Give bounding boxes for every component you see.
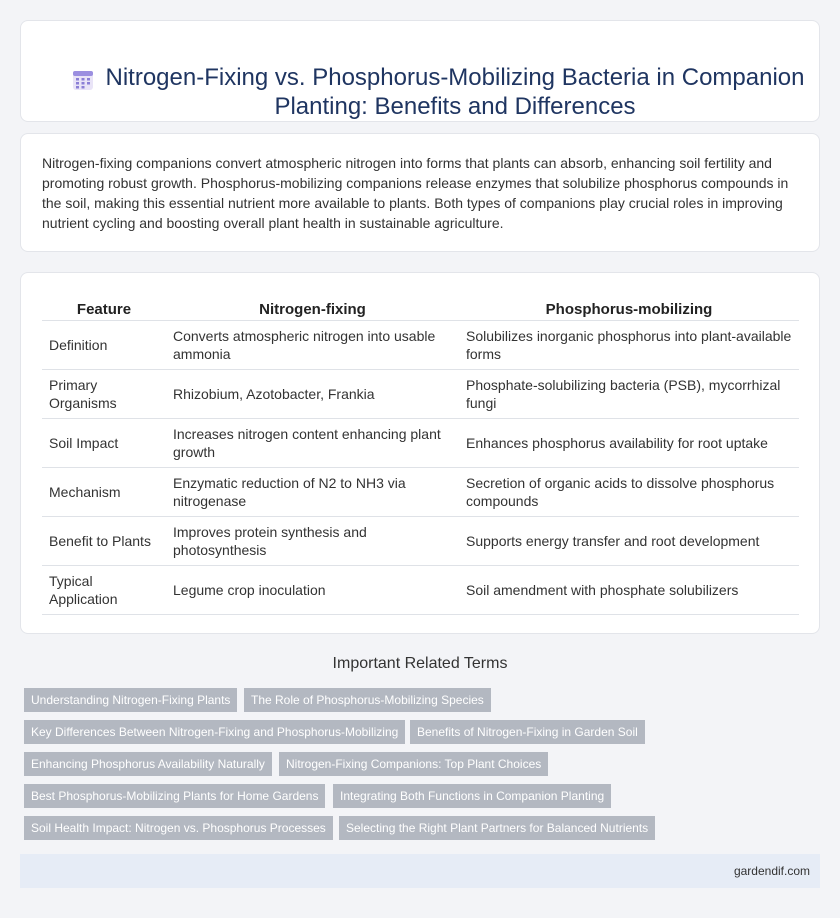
table-cell: Legume crop inoculation <box>166 565 459 614</box>
table-cell: Typical Application <box>42 565 166 614</box>
table-row <box>42 320 799 369</box>
table-header-row <box>42 294 799 320</box>
table-cell: Converts atmospheric nitrogen into usable ammonia <box>166 320 459 369</box>
related-tag[interactable]: Key Differences Between Nitrogen-Fixing and Phosphorus-Mobilizing <box>24 720 405 744</box>
page-title: Nitrogen-Fixing vs. Phosphorus-Mobilizing Bacteria in Companion Planting: Benefits and Differences <box>105 64 805 120</box>
header-phosphorus-mobilizing: Phosphorus-mobilizing <box>459 294 799 320</box>
table-cell: Solubilizes inorganic phosphorus into plant-available forms <box>459 320 799 369</box>
table-cell: Supports energy transfer and root development <box>459 516 799 565</box>
table-row <box>42 369 799 418</box>
table-cell: Primary Organisms <box>42 369 166 418</box>
table-cell: Soil amendment with phosphate solubilizers <box>459 565 799 614</box>
related-tag[interactable]: The Role of Phosphorus-Mobilizing Species <box>244 688 491 712</box>
table-cell: Mechanism <box>42 467 166 516</box>
table-row <box>42 467 799 516</box>
related-tag[interactable]: Benefits of Nitrogen-Fixing in Garden Soil <box>410 720 645 744</box>
table-row <box>42 418 799 467</box>
related-tag[interactable]: Enhancing Phosphorus Availability Naturally <box>24 752 272 776</box>
table-cell: Enhances phosphorus availability for root uptake <box>459 418 799 467</box>
table-cell: Secretion of organic acids to dissolve phosphorus compounds <box>459 467 799 516</box>
header-card <box>20 20 820 122</box>
table-cell: Increases nitrogen content enhancing plant growth <box>166 418 459 467</box>
table-cell: Benefit to Plants <box>42 516 166 565</box>
related-tag[interactable]: Best Phosphorus-Mobilizing Plants for Home Gardens <box>24 784 325 808</box>
intro-card <box>20 133 820 252</box>
comparison-table-card <box>20 272 820 634</box>
table-cell: Rhizobium, Azotobacter, Frankia <box>166 369 459 418</box>
related-terms-title: Important Related Terms <box>332 655 508 672</box>
header-nitrogen-fixing: Nitrogen-fixing <box>166 294 459 320</box>
table-cell: Soil Impact <box>42 418 166 467</box>
comparison-table <box>42 294 799 615</box>
calendar-icon <box>71 68 95 92</box>
related-tag[interactable]: Nitrogen-Fixing Companions: Top Plant Choices <box>279 752 548 776</box>
table-cell: Improves protein synthesis and photosynthesis <box>166 516 459 565</box>
table-cell: Definition <box>42 320 166 369</box>
footer-bar <box>20 854 820 888</box>
related-tag[interactable]: Integrating Both Functions in Companion Planting <box>333 784 611 808</box>
related-tag[interactable]: Understanding Nitrogen-Fixing Plants <box>24 688 237 712</box>
table-row <box>42 565 799 614</box>
table-cell: Phosphate-solubilizing bacteria (PSB), mycorrhizal fungi <box>459 369 799 418</box>
related-tag[interactable]: Soil Health Impact: Nitrogen vs. Phosphorus Processes <box>24 816 333 840</box>
site-domain[interactable]: gardendif.com <box>733 864 810 878</box>
table-row <box>42 516 799 565</box>
table-cell: Enzymatic reduction of N2 to NH3 via nitrogenase <box>166 467 459 516</box>
header-feature: Feature <box>42 294 166 320</box>
intro-paragraph: Nitrogen-fixing companions convert atmospheric nitrogen into forms that plants can absorb, enhancing soil fertility and promoting robust growth. Phosphorus-mobilizing companions release enzymes that solubilize phosphorus compounds in the soil, making this essential nutrient more available to plants. Both types of companions play crucial roles in improving nutrient cycling and boosting overall plant health in sustainable agriculture. <box>42 155 789 231</box>
related-tag[interactable]: Selecting the Right Plant Partners for Balanced Nutrients <box>339 816 655 840</box>
